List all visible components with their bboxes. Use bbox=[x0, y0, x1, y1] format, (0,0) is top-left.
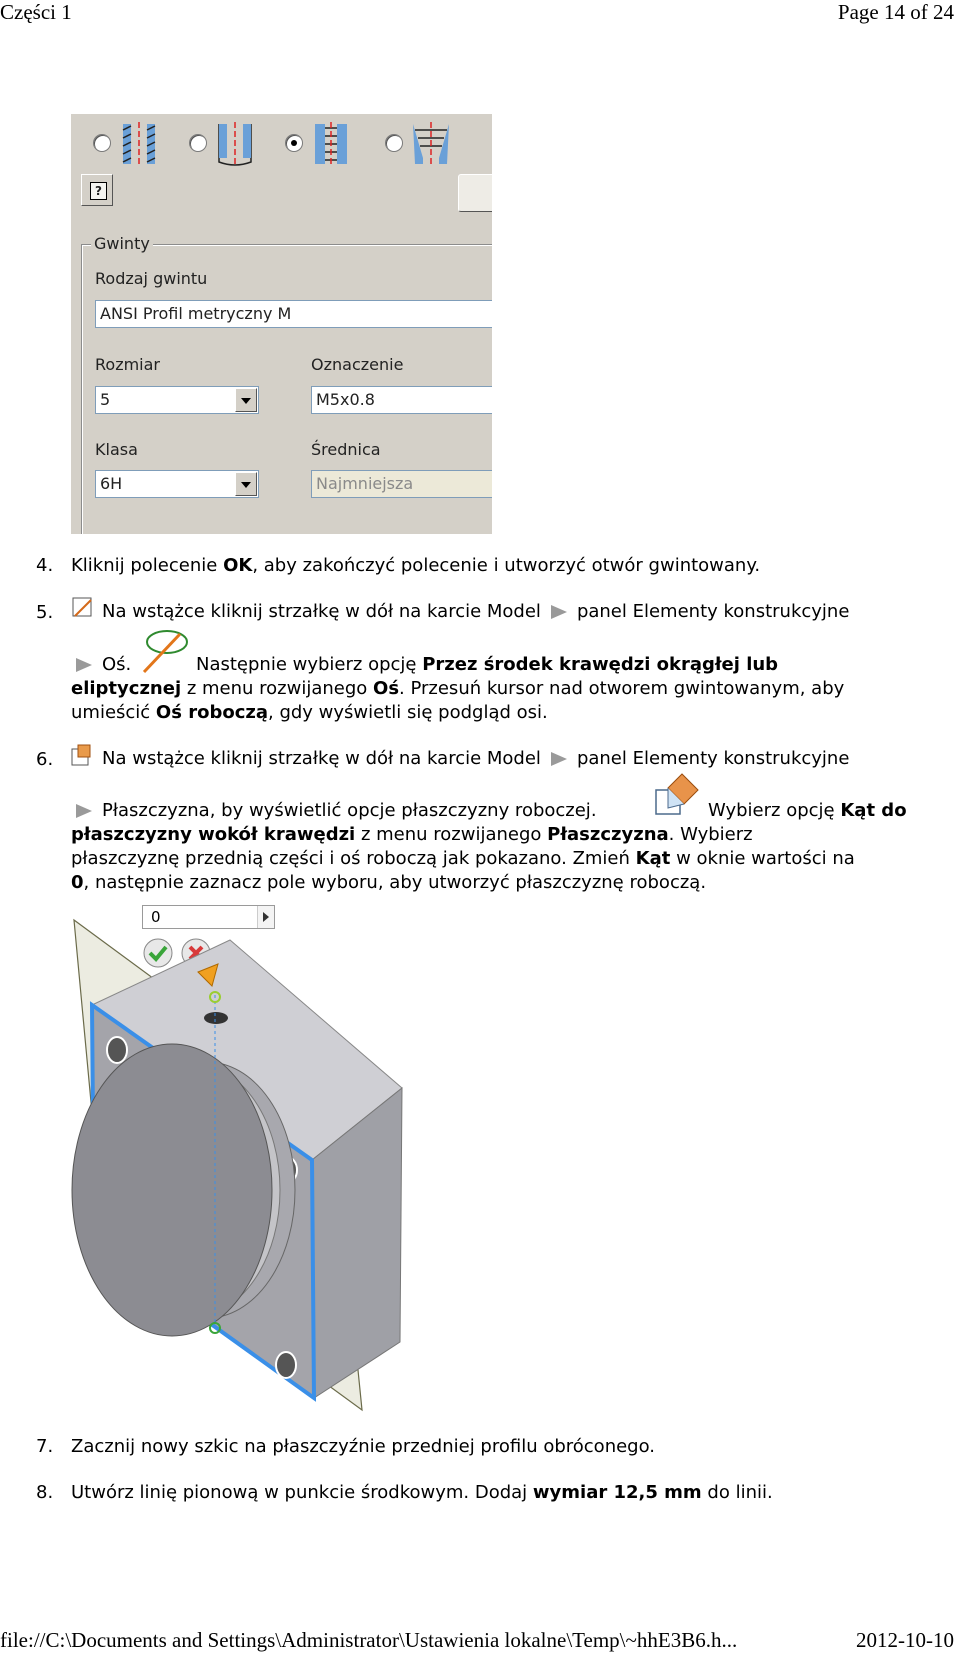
arrow-icon bbox=[76, 658, 92, 672]
part-3d-view bbox=[62, 900, 422, 1420]
thread-type-field[interactable]: ANSI Profil metryczny M bbox=[95, 300, 492, 328]
step-6-line-5: 0, następnie zaznacz pole wyboru, aby utworzyć płaszczyznę roboczą. bbox=[71, 872, 707, 893]
angle-value-input[interactable]: 0 bbox=[142, 905, 275, 929]
thread-full-icon bbox=[119, 122, 159, 166]
size-label: Rozmiar bbox=[95, 355, 160, 374]
footer-path: file://C:\Documents and Settings\Administrator\Ustawienia lokalne\Temp\~hhE3B6.h... bbox=[0, 1628, 738, 1652]
step-6-line-3: płaszczyzny wokół krawędzi z menu rozwijanego Płaszczyzna. Wybierz bbox=[71, 824, 753, 845]
thread-type-radio-3[interactable] bbox=[285, 134, 303, 152]
footer-date: 2012-10-10 bbox=[856, 1628, 954, 1652]
thread-blind-icon bbox=[215, 122, 255, 166]
arrow-icon bbox=[551, 752, 567, 766]
step-6-line-4: płaszczyznę przednią części i oś roboczą jak pokazano. Zmień Kąt w oknie wartości na bbox=[71, 848, 855, 869]
step-5-line-1: Na wstążce kliknij strzałkę w dół na karcie Model panel Elementy konstrukcyjne bbox=[102, 601, 850, 622]
work-plane-small-icon bbox=[70, 743, 96, 767]
step-6-line-2: Płaszczyzna, by wyświetlić opcje płaszczyzny roboczej. bbox=[66, 799, 597, 823]
step-8-number: 8. bbox=[36, 1482, 54, 1503]
step-5-line-2b: Następnie wybierz opcję Przez środek krawędzi okrągłej lub bbox=[196, 654, 779, 675]
thread-type-label: Rodzaj gwintu bbox=[95, 269, 208, 288]
size-value: 5 bbox=[100, 390, 111, 409]
designation-label: Oznaczenie bbox=[311, 355, 404, 374]
diameter-field: Najmniejsza bbox=[311, 470, 492, 498]
thread-type-radio-1[interactable] bbox=[93, 134, 111, 152]
class-dropdown-arrow-icon[interactable] bbox=[235, 472, 257, 496]
axis-through-edge-icon bbox=[140, 628, 190, 674]
size-dropdown[interactable] bbox=[95, 386, 259, 414]
diameter-label: Średnica bbox=[311, 440, 381, 459]
thread-through-icon bbox=[311, 122, 351, 166]
step-5-line-3: eliptycznej z menu rozwijanego Oś. Przesuń kursor nad otworem gwintowanym, aby bbox=[71, 678, 845, 699]
help-icon: ? bbox=[90, 182, 107, 200]
thread-tapered-icon bbox=[411, 122, 451, 166]
step-5-number: 5. bbox=[36, 602, 54, 623]
class-label: Klasa bbox=[95, 440, 138, 459]
step-6-line-2b: Wybierz opcję Kąt do bbox=[708, 800, 907, 821]
header-title: Części 1 bbox=[0, 0, 72, 24]
step-6-number: 6. bbox=[36, 749, 54, 770]
class-value: 6H bbox=[100, 474, 123, 493]
page-number: Page 14 of 24 bbox=[837, 0, 954, 24]
step-7-text: Zacznij nowy szkic na płaszczyźnie przedniej profilu obróconego. bbox=[71, 1436, 656, 1457]
size-dropdown-arrow-icon[interactable] bbox=[235, 388, 257, 412]
step-4-number: 4. bbox=[36, 555, 54, 576]
step-7-number: 7. bbox=[36, 1436, 54, 1457]
step-5-line-2: Oś. bbox=[66, 653, 131, 677]
thread-dialog-screenshot bbox=[71, 114, 492, 534]
threads-group-label: Gwinty bbox=[91, 234, 153, 253]
ok-button[interactable] bbox=[458, 174, 492, 212]
arrow-icon bbox=[551, 605, 567, 619]
designation-field[interactable]: M5x0.8 bbox=[311, 386, 492, 414]
step-5-line-4: umieścić Oś roboczą, gdy wyświetli się podgląd osi. bbox=[71, 702, 548, 723]
work-feature-icon bbox=[71, 596, 95, 620]
help-button[interactable] bbox=[81, 174, 113, 206]
thread-type-radio-2[interactable] bbox=[189, 134, 207, 152]
step-6-line-1: Na wstążce kliknij strzałkę w dół na karcie Model panel Elementy konstrukcyjne bbox=[102, 748, 850, 769]
class-dropdown[interactable] bbox=[95, 470, 259, 498]
step-4-text: Kliknij polecenie OK, aby zakończyć polecenie i utworzyć otwór gwintowany. bbox=[71, 555, 761, 576]
plane-angle-to-edge-icon bbox=[652, 772, 702, 818]
step-8-text: Utwórz linię pionową w punkcie środkowym. Dodaj wymiar 12,5 mm do linii. bbox=[71, 1482, 773, 1503]
thread-type-radio-4[interactable] bbox=[385, 134, 403, 152]
arrow-icon bbox=[76, 804, 92, 818]
